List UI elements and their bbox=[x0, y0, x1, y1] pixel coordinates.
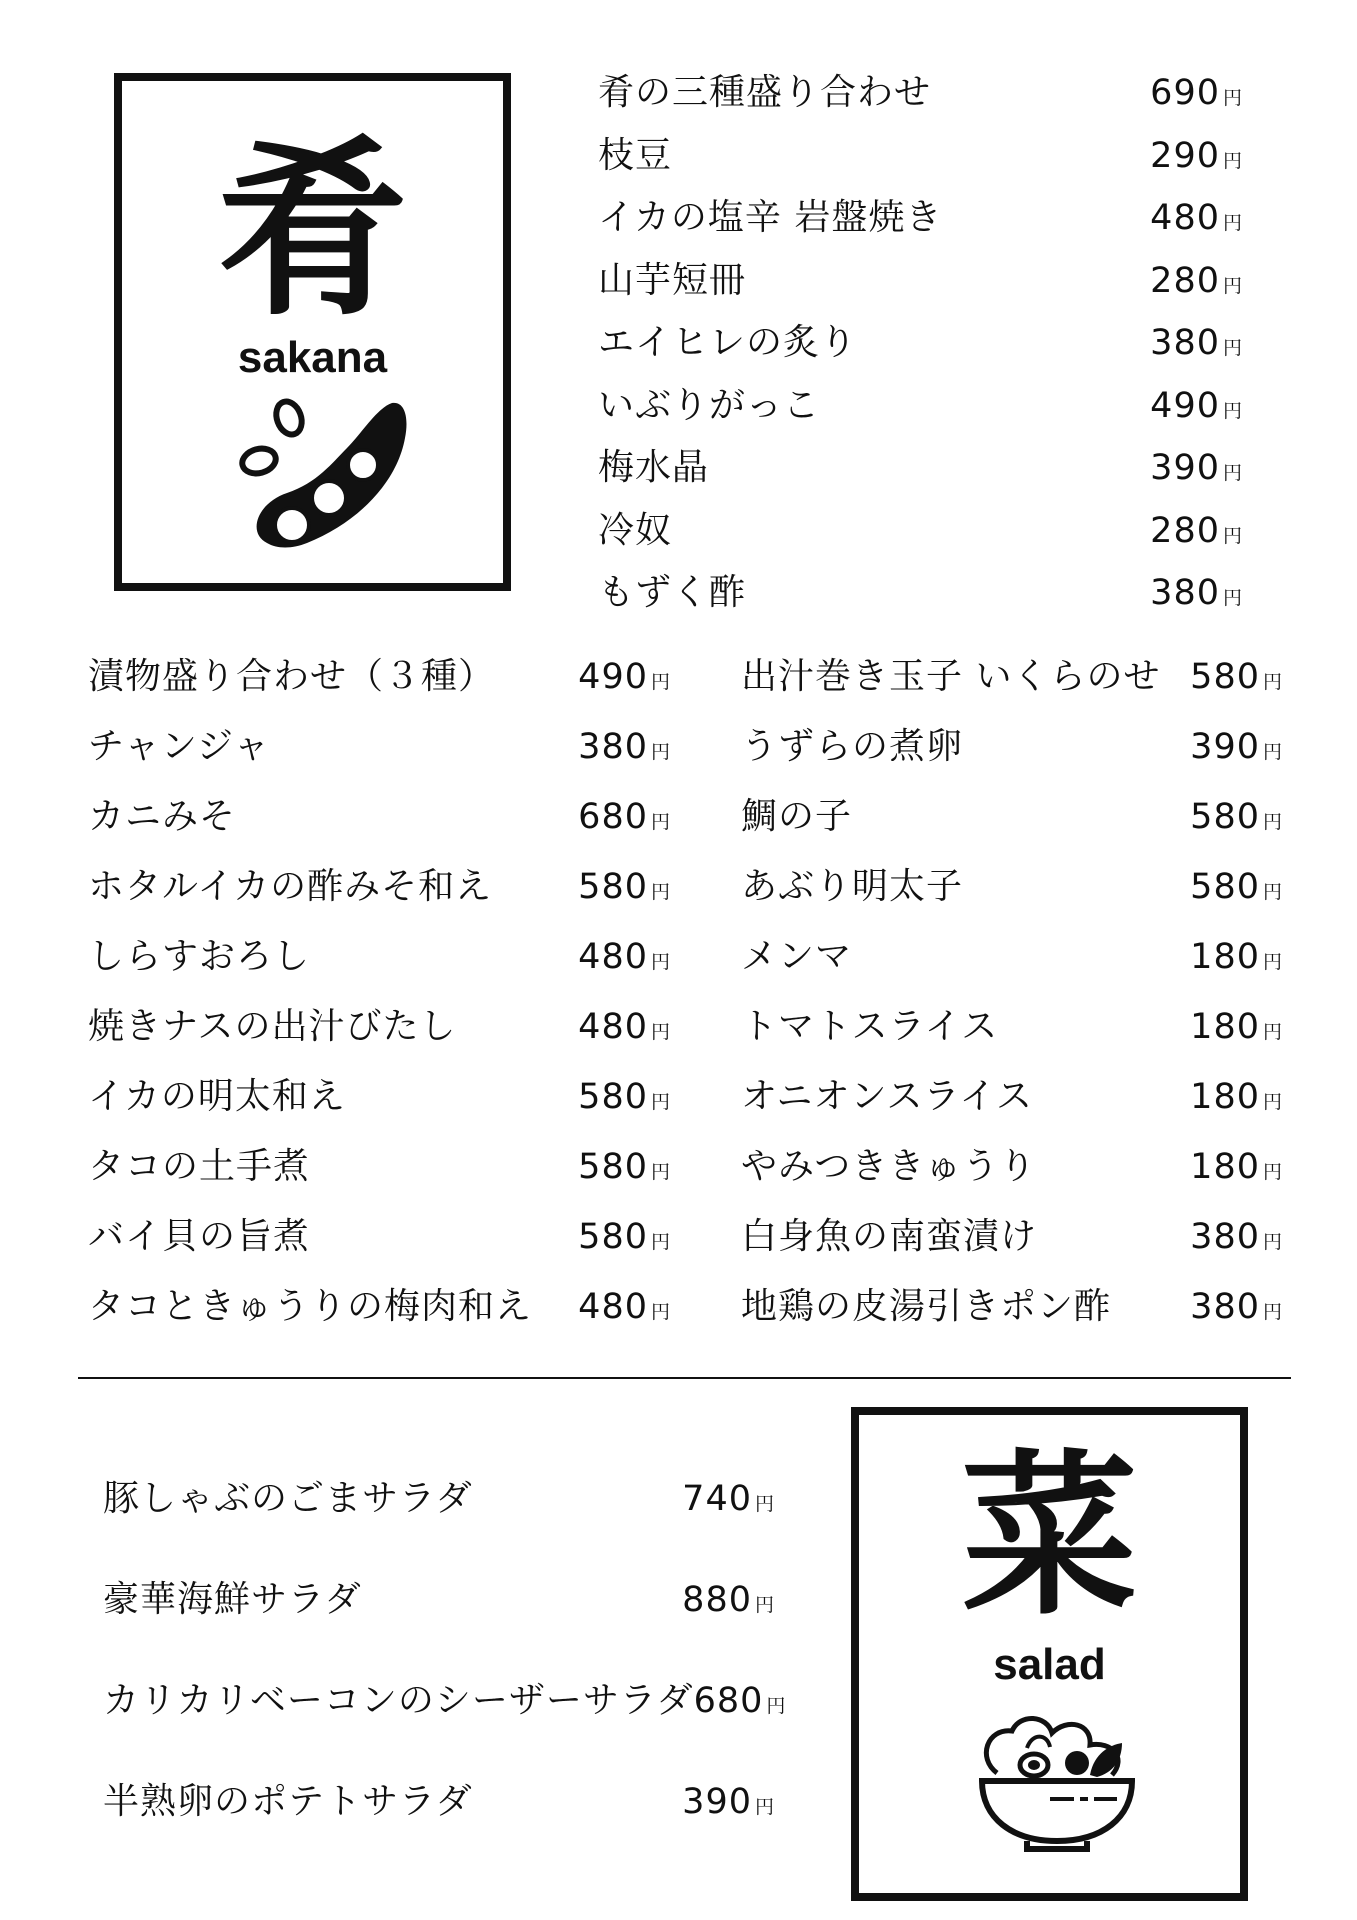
menu-item-name: もずく酢 bbox=[598, 572, 747, 613]
menu-item bbox=[88, 1138, 671, 1189]
currency-unit: 円 bbox=[1222, 212, 1243, 234]
menu-item bbox=[741, 1138, 1283, 1189]
price-value: 580 bbox=[1190, 867, 1260, 907]
currency-unit: 円 bbox=[1262, 741, 1283, 763]
menu-item-name: 豚しゃぶのごまサラダ bbox=[103, 1478, 473, 1519]
menu-item-price bbox=[578, 1007, 671, 1047]
currency-unit: 円 bbox=[754, 1594, 775, 1616]
salad-romaji: salad bbox=[993, 1640, 1106, 1689]
currency-unit: 円 bbox=[1222, 587, 1243, 609]
currency-unit: 円 bbox=[1222, 87, 1243, 109]
menu-item-price bbox=[682, 1580, 775, 1620]
menu-item-price bbox=[1150, 386, 1243, 426]
price-value: 380 bbox=[1150, 573, 1220, 613]
menu-item bbox=[741, 648, 1283, 699]
price-value: 380 bbox=[1190, 1287, 1260, 1327]
currency-unit: 円 bbox=[1262, 671, 1283, 693]
currency-unit: 円 bbox=[650, 1301, 671, 1323]
menu-item-name: 豪華海鮮サラダ bbox=[103, 1579, 362, 1620]
currency-unit: 円 bbox=[650, 1161, 671, 1183]
price-value: 490 bbox=[1150, 385, 1220, 426]
menu-item-name: タコときゅうりの梅肉和え bbox=[88, 1286, 533, 1327]
menu-item-price bbox=[1190, 1217, 1283, 1257]
currency-unit: 円 bbox=[1262, 811, 1283, 833]
menu-item-name: バイ貝の旨煮 bbox=[88, 1216, 311, 1257]
price-value: 290 bbox=[1150, 135, 1220, 176]
menu-item-price bbox=[1150, 323, 1243, 363]
sakana-kanji: 肴 bbox=[217, 120, 408, 341]
currency-unit: 円 bbox=[650, 671, 671, 693]
currency-unit: 円 bbox=[1262, 1301, 1283, 1323]
price-value: 390 bbox=[1190, 727, 1260, 767]
menu-item bbox=[741, 1278, 1283, 1329]
menu-item-price bbox=[1150, 261, 1243, 301]
salad-title-box bbox=[851, 1407, 1248, 1901]
menu-item-price bbox=[578, 937, 671, 977]
menu-item-price bbox=[682, 1479, 775, 1519]
price-value: 180 bbox=[1190, 1077, 1260, 1117]
price-value: 580 bbox=[1190, 657, 1260, 697]
price-value: 380 bbox=[1190, 1217, 1260, 1257]
sakana-romaji: sakana bbox=[237, 333, 388, 382]
price-value: 380 bbox=[578, 727, 648, 767]
section-divider bbox=[78, 1377, 1291, 1379]
menu-item-name: 地鶏の皮湯引きポン酢 bbox=[741, 1286, 1112, 1327]
menu-item bbox=[741, 928, 1283, 979]
currency-unit: 円 bbox=[650, 1091, 671, 1113]
currency-unit: 円 bbox=[1222, 399, 1243, 422]
menu-item-name: 肴の三種盛り合わせ bbox=[598, 72, 932, 113]
menu-item-name: カニみそ bbox=[88, 796, 237, 837]
menu-item bbox=[598, 502, 1243, 553]
price-value: 480 bbox=[578, 937, 648, 977]
menu-item-name: トマトスライス bbox=[741, 1006, 999, 1047]
menu-item bbox=[741, 858, 1283, 909]
price-value: 480 bbox=[578, 1287, 648, 1327]
menu-item-price bbox=[1190, 1287, 1283, 1327]
menu-item bbox=[103, 1672, 787, 1723]
menu-item bbox=[598, 314, 1243, 365]
menu-item-price bbox=[694, 1681, 787, 1721]
menu-item-name: 白身魚の南蛮漬け bbox=[741, 1216, 1038, 1257]
menu-item-price bbox=[578, 797, 671, 837]
salad-bowl-icon bbox=[972, 1703, 1142, 1853]
price-value: 380 bbox=[1150, 323, 1220, 363]
menu-item-name: 鯛の子 bbox=[741, 796, 853, 837]
currency-unit: 円 bbox=[650, 881, 671, 903]
menu-item bbox=[88, 1278, 671, 1329]
menu-item-price bbox=[1190, 867, 1283, 907]
menu-item bbox=[598, 564, 1243, 615]
menu-item-name: 出汁巻き玉子 いくらのせ bbox=[741, 656, 1161, 697]
menu-item-price bbox=[578, 727, 671, 767]
menu-item-price bbox=[1190, 1077, 1283, 1117]
salad-kanji: 菜 bbox=[961, 1434, 1138, 1639]
menu-item-price bbox=[1190, 1147, 1283, 1187]
menu-item-name: いぶりがっこ bbox=[598, 384, 821, 426]
currency-unit: 円 bbox=[1222, 337, 1243, 359]
menu-item-name: 焼きナスの出汁びたし bbox=[88, 1006, 457, 1047]
menu-item-name: 半熟卵のポテトサラダ bbox=[103, 1781, 473, 1822]
price-value: 680 bbox=[578, 797, 648, 837]
currency-unit: 円 bbox=[1262, 1161, 1283, 1183]
menu-item bbox=[88, 858, 671, 909]
menu-item bbox=[741, 1068, 1283, 1119]
menu-item-price bbox=[1190, 797, 1283, 837]
currency-unit: 円 bbox=[1262, 1021, 1283, 1043]
menu-item-price bbox=[578, 1147, 671, 1187]
price-value: 580 bbox=[578, 867, 648, 907]
menu-item bbox=[88, 998, 671, 1049]
menu-item-name: メンマ bbox=[741, 936, 853, 977]
menu-item-price bbox=[578, 867, 671, 907]
menu-item-price bbox=[1150, 573, 1243, 613]
price-value: 480 bbox=[1150, 198, 1220, 238]
menu-item-price bbox=[1150, 198, 1243, 238]
menu-item bbox=[741, 1208, 1283, 1259]
price-value: 180 bbox=[1190, 1147, 1260, 1187]
menu-item bbox=[598, 189, 1243, 240]
sakana-title-box bbox=[114, 73, 511, 591]
menu-item bbox=[741, 998, 1283, 1049]
menu-item-price bbox=[1190, 937, 1283, 977]
menu-item-name: やみつききゅうり bbox=[741, 1146, 1037, 1187]
edamame-icon bbox=[237, 393, 417, 553]
price-value: 390 bbox=[682, 1782, 752, 1822]
menu-item-name: しらすおろし bbox=[88, 936, 311, 977]
price-value: 580 bbox=[578, 1147, 648, 1187]
menu-item bbox=[103, 1470, 775, 1521]
menu-item bbox=[741, 718, 1283, 769]
menu-item-name: うずらの煮卵 bbox=[741, 726, 964, 767]
menu-item bbox=[598, 127, 1243, 178]
price-value: 740 bbox=[682, 1479, 752, 1519]
currency-unit: 円 bbox=[650, 741, 671, 763]
menu-item bbox=[598, 439, 1243, 490]
currency-unit: 円 bbox=[1222, 524, 1243, 547]
price-value: 390 bbox=[1150, 448, 1220, 488]
price-value: 180 bbox=[1190, 1007, 1260, 1047]
currency-unit: 円 bbox=[650, 951, 671, 973]
menu-item-price bbox=[578, 1077, 671, 1117]
currency-unit: 円 bbox=[650, 1231, 671, 1253]
menu-item bbox=[88, 1068, 671, 1119]
currency-unit: 円 bbox=[1222, 149, 1243, 172]
menu-item bbox=[88, 1208, 671, 1259]
menu-item bbox=[103, 1773, 775, 1824]
currency-unit: 円 bbox=[766, 1695, 787, 1717]
menu-item-name: 冷奴 bbox=[598, 509, 673, 551]
price-value: 690 bbox=[1150, 73, 1220, 113]
menu-item-name: エイヒレの炙り bbox=[598, 322, 858, 363]
menu-item-name: 梅水晶 bbox=[598, 447, 710, 488]
price-value: 580 bbox=[578, 1077, 648, 1117]
currency-unit: 円 bbox=[1262, 1091, 1283, 1113]
menu-item-price bbox=[1150, 73, 1243, 113]
currency-unit: 円 bbox=[754, 1796, 775, 1818]
currency-unit: 円 bbox=[1262, 951, 1283, 973]
menu-item-price bbox=[1190, 657, 1283, 697]
currency-unit: 円 bbox=[1222, 274, 1243, 297]
menu-item-price bbox=[578, 657, 671, 697]
menu-item bbox=[88, 718, 671, 769]
menu-item bbox=[88, 788, 671, 839]
menu-item bbox=[103, 1571, 775, 1622]
price-value: 490 bbox=[578, 657, 648, 697]
menu-item-name: 漬物盛り合わせ（３種） bbox=[88, 656, 496, 697]
menu-item bbox=[88, 648, 671, 699]
menu-item-price bbox=[578, 1217, 671, 1257]
menu-item-name: タコの土手煮 bbox=[88, 1146, 311, 1187]
menu-item-price bbox=[1150, 511, 1243, 551]
price-value: 480 bbox=[578, 1007, 648, 1047]
currency-unit: 円 bbox=[754, 1493, 775, 1515]
menu-item-name: イカの明太和え bbox=[88, 1076, 346, 1117]
price-value: 680 bbox=[693, 1681, 764, 1721]
price-value: 280 bbox=[1150, 510, 1220, 551]
menu-item-price bbox=[1150, 136, 1243, 176]
menu-item-name: カリカリベーコンのシーザーサラダ bbox=[103, 1680, 694, 1721]
currency-unit: 円 bbox=[650, 811, 671, 833]
menu-item-name: ホタルイカの酢みそ和え bbox=[88, 866, 493, 907]
price-value: 280 bbox=[1150, 260, 1220, 301]
menu-item-name: 山芋短冊 bbox=[598, 259, 747, 301]
menu-item-name: 枝豆 bbox=[598, 134, 673, 176]
price-value: 880 bbox=[682, 1580, 752, 1620]
price-value: 580 bbox=[578, 1217, 648, 1257]
menu-item bbox=[598, 377, 1243, 428]
menu-item-price bbox=[578, 1287, 671, 1327]
currency-unit: 円 bbox=[1262, 1231, 1283, 1253]
currency-unit: 円 bbox=[650, 1021, 671, 1043]
menu-item bbox=[598, 64, 1243, 115]
price-value: 580 bbox=[1190, 797, 1260, 837]
menu-item-name: あぶり明太子 bbox=[741, 866, 964, 907]
menu-item bbox=[741, 788, 1283, 839]
menu-item-name: イカの塩辛 岩盤焼き bbox=[598, 197, 943, 238]
menu-item-price bbox=[1150, 448, 1243, 488]
menu-item bbox=[88, 928, 671, 979]
menu-item-name: オニオンスライス bbox=[741, 1076, 1034, 1117]
currency-unit: 円 bbox=[1222, 462, 1243, 484]
menu-item-name: チャンジャ bbox=[88, 726, 271, 767]
menu-item-price bbox=[682, 1782, 775, 1822]
currency-unit: 円 bbox=[1262, 881, 1283, 903]
menu-item bbox=[598, 252, 1243, 303]
menu-item-price bbox=[1190, 727, 1283, 767]
menu-item-price bbox=[1190, 1007, 1283, 1047]
price-value: 180 bbox=[1190, 937, 1260, 977]
